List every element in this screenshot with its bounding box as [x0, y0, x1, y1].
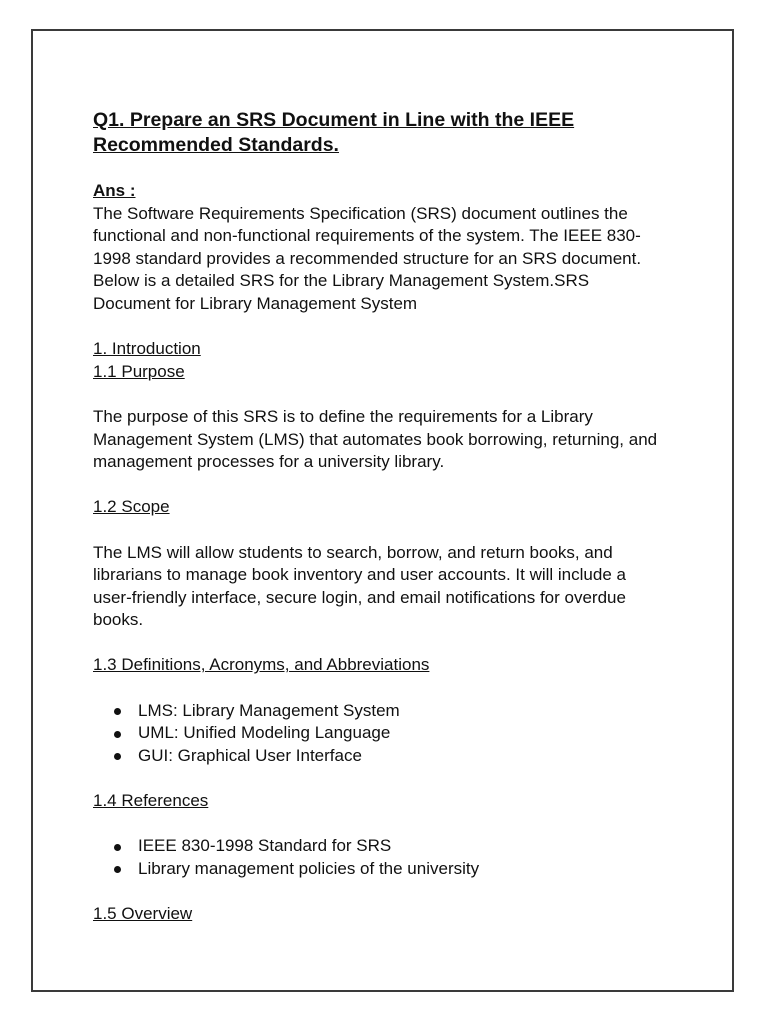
title-line-2: Recommended Standards.	[93, 134, 339, 156]
definitions-list	[93, 700, 693, 768]
list-item: GUI: Graphical User Interface	[138, 745, 693, 768]
scope-paragraph: The LMS will allow students to search, borrow, and return books, and librarians to manage book inventory and user accounts. It will include a user-friendly interface, secure login, and email notifications for overdue books.	[93, 542, 626, 630]
references-list	[93, 835, 693, 880]
section-heading-references: 1.4 References	[93, 791, 209, 811]
answer-label: Ans :	[93, 181, 136, 200]
list-item: UML: Unified Modeling Language	[138, 722, 693, 745]
document-title	[93, 108, 693, 158]
document-body	[93, 108, 693, 926]
section-heading-purpose: 1.1 Purpose	[93, 361, 185, 381]
list-item: LMS: Library Management System	[138, 700, 693, 723]
section-heading-overview: 1.5 Overview	[93, 904, 193, 923]
purpose-paragraph: The purpose of this SRS is to define the requirements for a Library Management System (LMS) that automates book borrowing, returning, and management processes for a university library.	[93, 406, 658, 472]
section-heading-definitions: 1.3 Definitions, Acronyms, and Abbreviations	[93, 655, 430, 675]
title-line-1: Q1. Prepare an SRS Document in Line with the IEEE	[93, 109, 575, 131]
list-item: Library management policies of the university	[138, 858, 693, 881]
intro-paragraph: The Software Requirements Specification (SRS) document outlines the functional and non-functional requirements of the system. The IEEE 830-1998 standard provides a recommended structure for an SRS document. Below is a detailed SRS for the Library Management System.SRS Document for Library Management System	[93, 203, 642, 313]
section-heading-introduction: 1. Introduction	[93, 339, 201, 359]
list-item: IEEE 830-1998 Standard for SRS	[138, 835, 693, 858]
section-heading-scope: 1.2 Scope	[93, 497, 170, 517]
